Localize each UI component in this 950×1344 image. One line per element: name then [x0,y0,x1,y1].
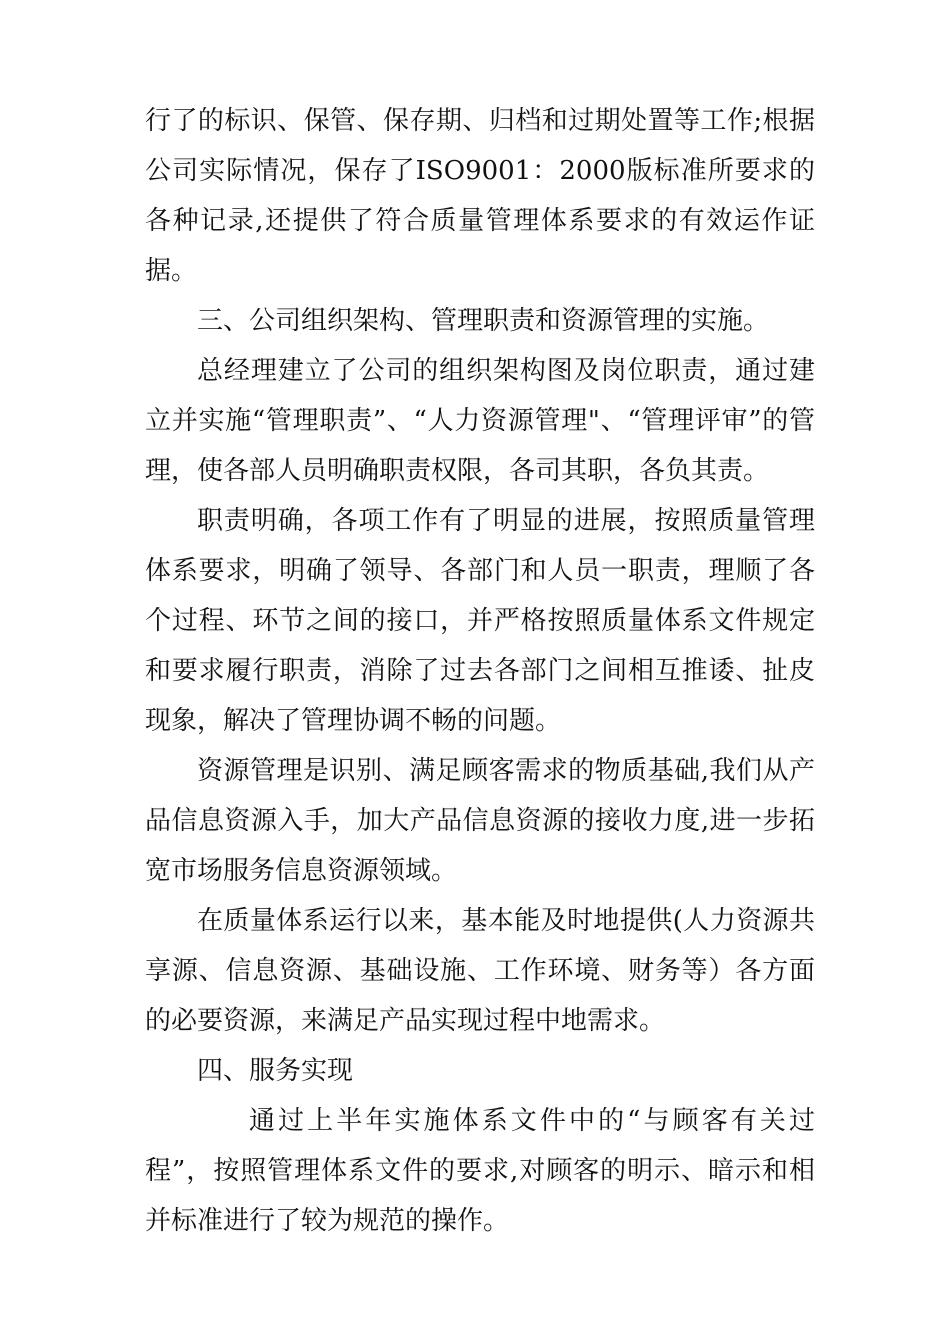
paragraph-customer-process: 通过上半年实施体系文件中的“与顾客有关过程”，按照管理体系文件的要求,对顾客的明示、暗示和相并标准进行了较为规范的操作。 [145,1106,815,1236]
section-heading-organization: 三、公司组织架构、管理职责和资源管理的实施。 [197,306,770,336]
section-heading-service: 四、服务实现 [197,1056,354,1086]
paragraph-org-structure: 总经理建立了公司的组织架构图及岗位职责，通过建立并实施“管理职责”、“人力资源管理"、“管理评审”的管理，使各部人员明确职责权限，各司其职，各负其责。 [145,356,815,486]
paragraph-responsibilities: 职责明确，各项工作有了明显的进展，按照质量管理体系要求，明确了领导、各部门和人员一职责，理顺了各个过程、环节之间的接口，并严格按照质量体系文件规定和要求履行职责，消除了过去各部门之间相互推诿、扯皮现象，解决了管理协调不畅的问题。 [145,506,815,736]
paragraph-records-continuation: 行了的标识、保管、保存期、归档和过期处置等工作;根据公司实际情况，保存了ISO9001：2000版标准所要求的各种记录,还提供了符合质量管理体系要求的有效运作证据。 [145,106,815,286]
document-body [145,96,815,1246]
paragraph-resource-provision: 在质量体系运行以来，基本能及时地提供(人力资源共享源、信息资源、基础设施、工作环境、财务等）各方面的必要资源，来满足产品实现过程中地需求。 [145,906,815,1036]
paragraph-resource-management: 资源管理是识别、满足顾客需求的物质基础,我们从产品信息资源入手，加大产品信息资源的接收力度,进一步拓宽市场服务信息资源领域。 [145,756,815,886]
